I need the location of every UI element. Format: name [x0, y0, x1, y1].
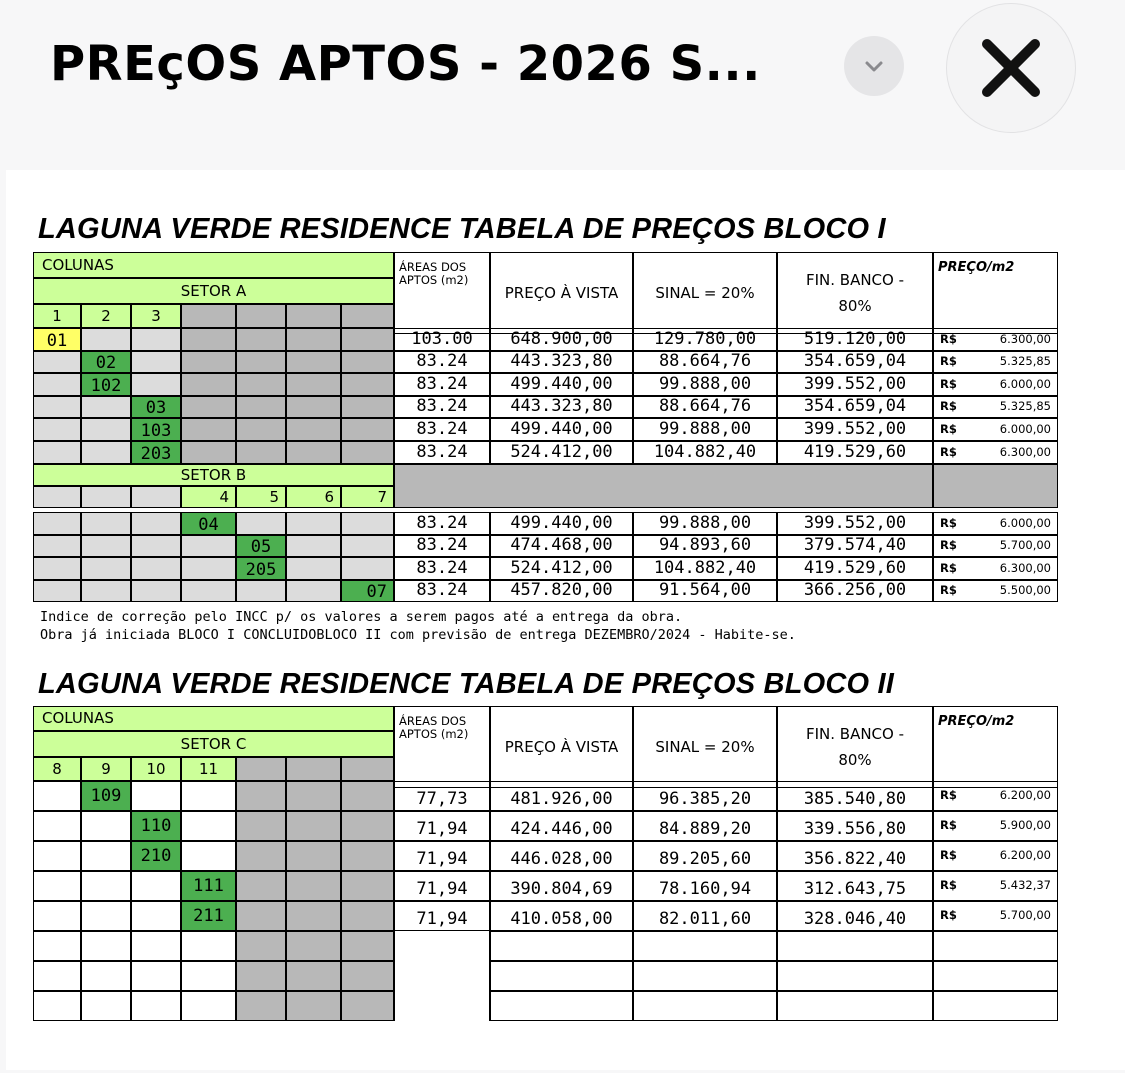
area-cell: 71,94 — [394, 871, 490, 901]
empty-cell — [81, 811, 131, 841]
grey-cell — [81, 535, 131, 557]
empty-cell — [81, 841, 131, 871]
fin-cell: 399.552,00 — [777, 418, 933, 441]
grey-cell — [33, 351, 81, 373]
grey-cell — [181, 441, 236, 464]
grey-cell — [286, 931, 341, 961]
area-cell: 71,94 — [394, 901, 490, 931]
currency-label: R$ — [940, 908, 957, 923]
grey-cell — [341, 841, 394, 871]
grey-cell — [341, 304, 394, 328]
apartment-cell: 102 — [81, 373, 131, 396]
column-number: 11 — [181, 757, 236, 781]
preco-m2-value: 5.700,00 — [999, 538, 1051, 553]
grey-cell — [81, 486, 131, 508]
grey-cell — [81, 557, 131, 580]
grey-cell — [286, 512, 341, 535]
grey-cell — [286, 418, 341, 441]
preco-cell: 499.440,00 — [490, 512, 633, 535]
preco-cell: 524.412,00 — [490, 557, 633, 580]
header-preco-m2: PREÇO/m2 — [933, 706, 1058, 788]
area-cell: 71,94 — [394, 841, 490, 871]
preco-m2-value: 6.000,00 — [999, 376, 1051, 391]
area-cell: 83.24 — [394, 441, 490, 464]
close-icon — [979, 36, 1043, 100]
empty-cell — [394, 961, 490, 991]
grey-cell — [236, 841, 286, 871]
grey-cell — [236, 351, 286, 373]
header-areas: ÁREAS DOS APTOS (m2) — [394, 252, 490, 334]
preco-m2-cell — [933, 351, 1058, 373]
preco-m2-value: 6.300,00 — [999, 560, 1051, 575]
area-cell: 83.24 — [394, 580, 490, 602]
sinal-cell: 88.664,76 — [633, 351, 777, 373]
header-preco: PREÇO À VISTA — [490, 252, 633, 334]
grey-cell — [236, 396, 286, 418]
fin-cell: 366.256,00 — [777, 580, 933, 602]
apartment-cell: 203 — [131, 441, 181, 464]
currency-label: R$ — [940, 538, 957, 553]
area-cell: 83.24 — [394, 512, 490, 535]
empty-cell — [33, 871, 81, 901]
empty-cell — [131, 871, 181, 901]
grey-cell — [286, 580, 341, 602]
grey-cell — [181, 580, 236, 602]
preco-m2-cell — [933, 557, 1058, 580]
currency-label: R$ — [940, 399, 957, 414]
header-fin: FIN. BANCO - 80% — [777, 706, 933, 788]
sinal-cell: 88.664,76 — [633, 396, 777, 418]
empty-cell — [81, 991, 131, 1021]
grey-cell — [33, 557, 81, 580]
header-preco-m2: PREÇO/m2 — [933, 252, 1058, 334]
grey-cell — [341, 781, 394, 811]
sinal-cell: 91.564,00 — [633, 580, 777, 602]
sinal-cell: 82.011,60 — [633, 901, 777, 931]
grey-cell — [236, 304, 286, 328]
preco-m2-value: 6.200,00 — [999, 788, 1051, 803]
empty-cell — [81, 931, 131, 961]
grey-cell — [341, 441, 394, 464]
fin-cell: 312.643,75 — [777, 871, 933, 901]
currency-label: R$ — [940, 354, 957, 369]
currency-label: R$ — [940, 560, 957, 575]
sinal-cell: 78.160,94 — [633, 871, 777, 901]
grey-cell — [286, 781, 341, 811]
column-number: 8 — [33, 757, 81, 781]
column-number: 4 — [181, 486, 236, 508]
preco-m2-value: 5.432,37 — [999, 878, 1051, 893]
apartment-cell: 07 — [341, 580, 394, 602]
grey-cell — [236, 580, 286, 602]
preco-m2-cell — [933, 841, 1058, 871]
grey-cell — [341, 901, 394, 931]
preco-cell: 524.412,00 — [490, 441, 633, 464]
grey-cell — [286, 757, 341, 781]
fin-cell: 419.529,60 — [777, 441, 933, 464]
empty-cell — [633, 931, 777, 961]
apartment-cell: 110 — [131, 811, 181, 841]
header-sinal: SINAL = 20% — [633, 252, 777, 334]
area-cell: 77,73 — [394, 781, 490, 811]
empty-cell — [33, 961, 81, 991]
grey-cell — [286, 396, 341, 418]
preco-cell: 499.440,00 — [490, 373, 633, 396]
apartment-cell: 03 — [131, 396, 181, 418]
area-cell: 103.00 — [394, 328, 490, 351]
empty-cell — [33, 931, 81, 961]
grey-cell — [33, 580, 81, 602]
header-preco: PREÇO À VISTA — [490, 706, 633, 788]
preco-m2-cell — [933, 512, 1058, 535]
preco-m2-value: 6.300,00 — [999, 444, 1051, 459]
preco-m2-value: 6.200,00 — [999, 848, 1051, 863]
preco-cell: 474.468,00 — [490, 535, 633, 557]
grey-cell — [286, 871, 341, 901]
grey-cell — [81, 441, 131, 464]
grey-cell — [181, 351, 236, 373]
preco-cell: 410.058,00 — [490, 901, 633, 931]
grey-cell — [236, 961, 286, 991]
grey-cell — [181, 557, 236, 580]
empty-cell — [181, 841, 236, 871]
grey-cell — [286, 557, 341, 580]
grey-cell — [341, 811, 394, 841]
setor-b-label: SETOR B — [33, 464, 394, 486]
grey-cell — [236, 418, 286, 441]
grey-cell — [341, 418, 394, 441]
grey-cell — [33, 486, 81, 508]
sinal-cell: 96.385,20 — [633, 781, 777, 811]
apartment-cell: 103 — [131, 418, 181, 441]
empty-cell — [777, 961, 933, 991]
column-number: 1 — [33, 304, 81, 328]
grey-cell — [81, 396, 131, 418]
preco-m2-cell — [933, 441, 1058, 464]
apartment-cell: 211 — [181, 901, 236, 931]
grey-cell — [131, 557, 181, 580]
grey-cell — [286, 961, 341, 991]
grey-cell — [286, 841, 341, 871]
grey-cell — [341, 931, 394, 961]
grey-cell — [286, 811, 341, 841]
fin-cell: 399.552,00 — [777, 373, 933, 396]
header-areas: ÁREAS DOS APTOS (m2) — [394, 706, 490, 788]
grey-cell — [131, 486, 181, 508]
column-number: 2 — [81, 304, 131, 328]
grey-cell — [236, 931, 286, 961]
fin-cell: 356.822,40 — [777, 841, 933, 871]
grey-cell — [181, 396, 236, 418]
grey-cell — [341, 961, 394, 991]
grey-cell — [81, 512, 131, 535]
empty-cell — [131, 901, 181, 931]
empty-cell — [633, 991, 777, 1021]
apartment-cell: 205 — [236, 557, 286, 580]
empty-cell — [33, 781, 81, 811]
fin-cell: 419.529,60 — [777, 557, 933, 580]
grey-cell — [33, 512, 81, 535]
preco-cell: 481.926,00 — [490, 781, 633, 811]
preco-m2-value: 6.000,00 — [999, 515, 1051, 530]
grey-cell — [131, 580, 181, 602]
empty-cell — [394, 991, 490, 1021]
sinal-cell: 94.893,60 — [633, 535, 777, 557]
empty-cell — [490, 931, 633, 961]
empty-cell — [633, 961, 777, 991]
empty-cell — [181, 991, 236, 1021]
grey-cell — [33, 396, 81, 418]
grey-cell — [236, 512, 286, 535]
apartment-cell: 01 — [33, 328, 81, 351]
header-sinal: SINAL = 20% — [633, 706, 777, 788]
sinal-cell: 104.882,40 — [633, 441, 777, 464]
preco-m2-cell — [933, 811, 1058, 841]
empty-cell — [131, 961, 181, 991]
bloco1-title: LAGUNA VERDE RESIDENCE TABELA DE PREÇOS BLOCO I — [38, 213, 886, 245]
grey-cell — [81, 418, 131, 441]
empty-cell — [33, 901, 81, 931]
grey-cell — [341, 871, 394, 901]
empty-cell — [394, 931, 490, 961]
grey-band — [933, 464, 1058, 508]
grey-cell — [131, 512, 181, 535]
apartment-cell: 111 — [181, 871, 236, 901]
currency-label: R$ — [940, 515, 957, 530]
empty-cell — [131, 781, 181, 811]
note-incc: Indice de correção pelo INCC p/ os valores a serem pagos até a entrega da obra. — [40, 609, 683, 625]
grey-cell — [286, 328, 341, 351]
grey-cell — [341, 351, 394, 373]
currency-label: R$ — [940, 331, 957, 346]
empty-cell — [81, 901, 131, 931]
sinal-cell: 104.882,40 — [633, 557, 777, 580]
grey-cell — [181, 418, 236, 441]
grey-cell — [33, 418, 81, 441]
grey-cell — [286, 351, 341, 373]
empty-cell — [933, 961, 1058, 991]
setor-c-label: SETOR C — [33, 731, 394, 757]
preco-m2-cell — [933, 901, 1058, 931]
column-number: 9 — [81, 757, 131, 781]
empty-cell — [490, 991, 633, 1021]
preco-cell: 443.323,80 — [490, 396, 633, 418]
empty-cell — [181, 931, 236, 961]
fin-cell: 328.046,40 — [777, 901, 933, 931]
fin-cell: 399.552,00 — [777, 512, 933, 535]
currency-label: R$ — [940, 848, 957, 863]
grey-cell — [181, 328, 236, 351]
preco-m2-value: 5.900,00 — [999, 818, 1051, 833]
bloco2-title: LAGUNA VERDE RESIDENCE TABELA DE PREÇOS BLOCO II — [38, 668, 895, 700]
preco-m2-value: 5.325,85 — [999, 399, 1051, 414]
empty-cell — [81, 871, 131, 901]
area-cell: 83.24 — [394, 418, 490, 441]
grey-cell — [131, 351, 181, 373]
currency-label: R$ — [940, 818, 957, 833]
preco-cell: 648.900,00 — [490, 328, 633, 351]
note-obra: Obra já iniciada BLOCO I CONCLUIDOBLOCO II com previsão de entrega DEZEMBRO/2024 - Habite-se. — [40, 627, 796, 643]
column-number: 6 — [286, 486, 341, 508]
area-cell: 83.24 — [394, 351, 490, 373]
empty-cell — [777, 991, 933, 1021]
grey-cell — [286, 304, 341, 328]
apartment-cell: 02 — [81, 351, 131, 373]
fin-cell: 339.556,80 — [777, 811, 933, 841]
preco-m2-cell — [933, 396, 1058, 418]
grey-cell — [341, 557, 394, 580]
preco-cell: 457.820,00 — [490, 580, 633, 602]
grey-cell — [236, 441, 286, 464]
grey-band — [394, 464, 933, 508]
grey-cell — [286, 441, 341, 464]
apartment-cell: 04 — [181, 512, 236, 535]
grey-cell — [236, 373, 286, 396]
empty-cell — [33, 991, 81, 1021]
grey-cell — [286, 373, 341, 396]
empty-cell — [933, 931, 1058, 961]
grey-cell — [33, 373, 81, 396]
preco-m2-cell — [933, 373, 1058, 396]
setor-a-label: SETOR A — [33, 278, 394, 304]
sinal-cell: 89.205,60 — [633, 841, 777, 871]
page-title: PREçOS APTOS - 2026 S... — [50, 36, 761, 92]
apartment-cell: 05 — [236, 535, 286, 557]
grey-cell — [341, 757, 394, 781]
grey-cell — [33, 535, 81, 557]
colunas-label: COLUNAS — [33, 252, 394, 278]
grey-cell — [81, 580, 131, 602]
grey-cell — [33, 441, 81, 464]
fin-cell: 379.574,40 — [777, 535, 933, 557]
empty-cell — [33, 841, 81, 871]
preco-m2-value: 6.000,00 — [999, 421, 1051, 436]
preco-m2-value: 5.325,85 — [999, 354, 1051, 369]
grey-cell — [236, 991, 286, 1021]
preco-m2-cell — [933, 328, 1058, 351]
grey-cell — [286, 991, 341, 1021]
grey-cell — [236, 781, 286, 811]
preco-m2-value: 5.700,00 — [999, 908, 1051, 923]
grey-cell — [341, 991, 394, 1021]
grey-cell — [236, 811, 286, 841]
preco-cell: 390.804,69 — [490, 871, 633, 901]
fin-cell: 385.540,80 — [777, 781, 933, 811]
colunas-label: COLUNAS — [33, 706, 394, 731]
empty-cell — [131, 991, 181, 1021]
preco-m2-cell — [933, 535, 1058, 557]
grey-cell — [236, 901, 286, 931]
area-cell: 71,94 — [394, 811, 490, 841]
fin-cell: 519.120,00 — [777, 328, 933, 351]
grey-cell — [341, 535, 394, 557]
grey-cell — [236, 757, 286, 781]
fin-cell: 354.659,04 — [777, 351, 933, 373]
preco-cell: 446.028,00 — [490, 841, 633, 871]
grey-cell — [131, 373, 181, 396]
currency-label: R$ — [940, 421, 957, 436]
grey-cell — [341, 328, 394, 351]
grey-cell — [341, 396, 394, 418]
empty-cell — [81, 961, 131, 991]
currency-label: R$ — [940, 583, 957, 598]
column-number: 10 — [131, 757, 181, 781]
sinal-cell: 129.780,00 — [633, 328, 777, 351]
column-number: 7 — [341, 486, 394, 508]
area-cell: 83.24 — [394, 396, 490, 418]
grey-cell — [81, 328, 131, 351]
sinal-cell: 99.888,00 — [633, 418, 777, 441]
preco-m2-cell — [933, 781, 1058, 811]
empty-cell — [933, 991, 1058, 1021]
fin-cell: 354.659,04 — [777, 396, 933, 418]
sinal-cell: 84.889,20 — [633, 811, 777, 841]
preco-m2-value: 5.500,00 — [999, 583, 1051, 598]
area-cell: 83.24 — [394, 373, 490, 396]
grey-cell — [236, 328, 286, 351]
grey-cell — [286, 901, 341, 931]
column-number: 3 — [131, 304, 181, 328]
grey-cell — [341, 512, 394, 535]
preco-cell: 424.446,00 — [490, 811, 633, 841]
expand-button[interactable] — [844, 36, 904, 96]
grey-cell — [341, 373, 394, 396]
empty-cell — [131, 931, 181, 961]
preco-m2-cell — [933, 871, 1058, 901]
header-fin: FIN. BANCO - 80% — [777, 252, 933, 334]
area-cell: 83.24 — [394, 557, 490, 580]
grey-cell — [131, 535, 181, 557]
chevron-down-icon — [861, 53, 887, 79]
sinal-cell: 99.888,00 — [633, 512, 777, 535]
apartment-cell: 210 — [131, 841, 181, 871]
empty-cell — [181, 781, 236, 811]
column-number: 5 — [236, 486, 286, 508]
currency-label: R$ — [940, 788, 957, 803]
grey-cell — [236, 871, 286, 901]
preco-cell: 499.440,00 — [490, 418, 633, 441]
apartment-cell: 109 — [81, 781, 131, 811]
grey-cell — [286, 535, 341, 557]
grey-cell — [181, 373, 236, 396]
preco-cell: 443.323,80 — [490, 351, 633, 373]
empty-cell — [33, 811, 81, 841]
empty-cell — [777, 931, 933, 961]
empty-cell — [181, 811, 236, 841]
close-button[interactable] — [946, 3, 1076, 133]
grey-cell — [131, 328, 181, 351]
preco-m2-value: 6.300,00 — [999, 331, 1051, 346]
grey-cell — [181, 535, 236, 557]
currency-label: R$ — [940, 444, 957, 459]
sinal-cell: 99.888,00 — [633, 373, 777, 396]
empty-cell — [181, 961, 236, 991]
grey-cell — [181, 304, 236, 328]
preco-m2-cell — [933, 580, 1058, 602]
currency-label: R$ — [940, 878, 957, 893]
area-cell: 83.24 — [394, 535, 490, 557]
empty-cell — [490, 961, 633, 991]
currency-label: R$ — [940, 376, 957, 391]
preco-m2-cell — [933, 418, 1058, 441]
